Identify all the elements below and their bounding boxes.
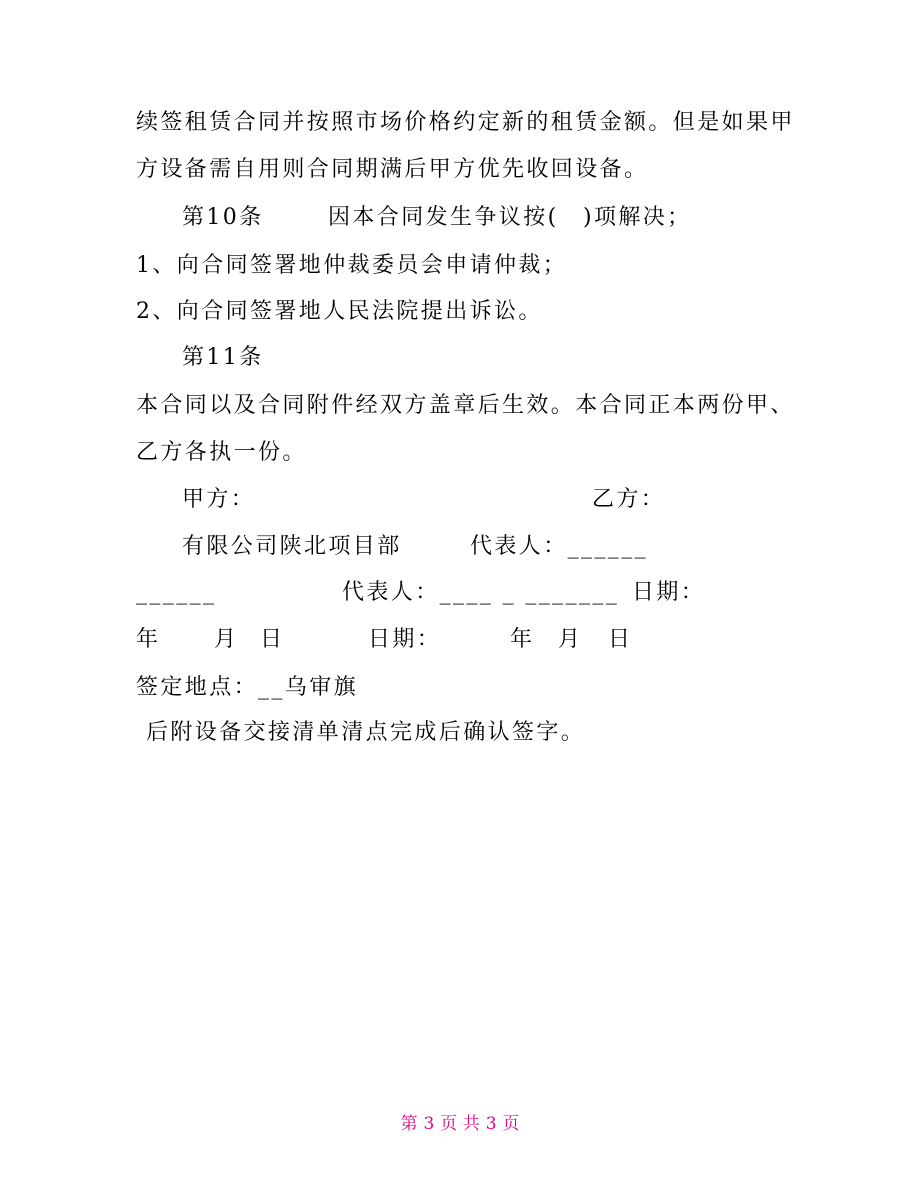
party-a-name: 有限公司陕北项目部 [182,534,402,559]
party-b-date-label: 日期： [632,580,706,605]
date-year: 年 [510,627,535,652]
appendix-note: 后附设备交接清单清点完成后确认签字。 [146,720,586,745]
footer-suffix: 页 [502,1114,520,1134]
signing-place: 签定地点：__乌审旗 [136,675,359,700]
footer-prefix: 第 [400,1114,418,1134]
article-11-line: 本合同以及合同附件经双方盖章后生效。本合同正本两份甲、 [136,393,795,418]
paragraph-line: 方设备需自用则合同期满后甲方优先收回设备。 [136,157,649,182]
article-11-line: 乙方各执一份。 [136,440,307,465]
page-footer [0,1112,920,1136]
article-11-number: 第11条 [182,345,264,370]
date-day: 日 [260,627,285,652]
footer-total-pages: 3 [485,1114,497,1134]
footer-current-page: 3 [423,1114,435,1134]
party-b-representative: 代表人：______ [470,534,649,559]
paragraph-line: 续签租赁合同并按照市场价格约定新的租赁金额。但是如果甲 [136,110,795,135]
party-b-label: 乙方： [592,487,666,512]
party-a-rep-blank: ______ [136,580,217,605]
date-month: 月 [558,627,583,652]
party-a-representative: 代表人：____ _ _______ [342,580,620,605]
date-day: 日 [608,627,633,652]
option-1: 1、向合同签署地仲裁委员会申请仲裁； [136,253,568,278]
article-10-text: 因本合同发生争议按( )项解决； [328,205,692,230]
footer-middle: 页 共 [440,1114,480,1134]
date-year: 年 [136,627,161,652]
option-2: 2、向合同签署地人民法院提出诉讼。 [136,299,543,324]
party-a-label: 甲方： [182,487,256,512]
party-a-date-label: 日期： [368,627,442,652]
date-month: 月 [214,627,239,652]
article-10-number: 第10条 [182,205,264,230]
